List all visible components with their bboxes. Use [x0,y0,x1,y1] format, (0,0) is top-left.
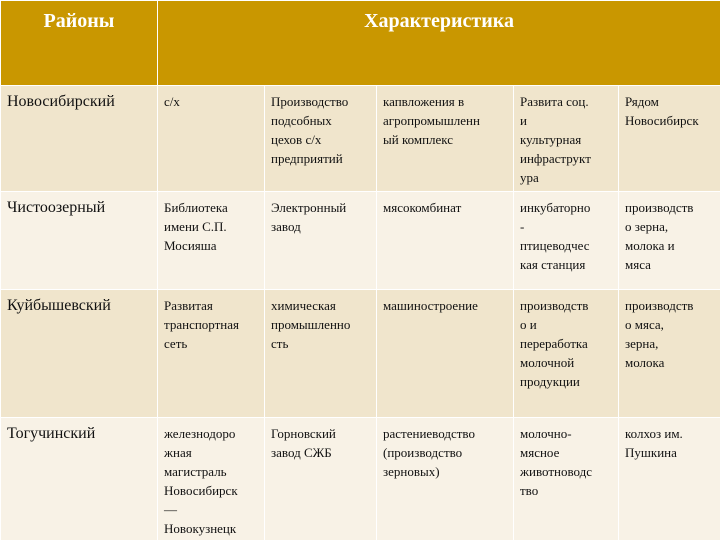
region-name: Куйбышевский [7,297,111,314]
table-cell: молочно- мясное животноводс тво [520,426,593,498]
table-cell: железнодоро жная магистраль Новосибирск — Новокузнецк [164,426,238,536]
table-row [1,192,720,290]
header-characteristics [158,1,720,86]
table-cell: Горновский завод СЖБ [271,426,336,460]
table-cell: Электронный завод [271,200,347,234]
region-name: Тогучинский [7,425,96,442]
region-name: Чистоозерный [7,199,106,216]
table-row [1,86,720,192]
table-cell: Развита соц. и культурная инфраструкт ура [520,94,591,185]
header-regions-label: Районы [43,10,115,32]
table-cell: мясокомбинат [383,200,462,215]
table-row [1,418,720,540]
region-name: Новосибирский [7,93,115,110]
table-cell: химическая промышленно сть [271,298,351,351]
table-cell: растениеводство (производство зерновых) [383,426,475,479]
table-cell: колхоз им. Пушкина [625,426,683,460]
table-cell: Рядом Новосибирск [625,94,699,128]
table-cell: Библиотека имени С.П. Мосияша [164,200,228,253]
region-cell [1,192,158,290]
table-cell: капвложения в агропромышленн ый комплекс [383,94,480,147]
table-cell: с/х [164,94,180,109]
region-cell [1,290,158,418]
table-row [1,290,720,418]
table-cell: инкубаторно - птицеводчес кая станция [520,200,591,272]
header-characteristics-label: Характеристика [364,10,514,32]
table-cell: Развитая транспортная сеть [164,298,240,351]
table-cell: машиностроение [383,298,478,313]
table-cell: производств о зерна, молока и мяса [625,200,694,272]
region-cell [1,418,158,540]
header-regions [1,1,158,86]
table-cell: производств о мяса, зерна, молока [625,298,694,370]
header-row [1,1,720,86]
table-cell: Производство подсобных цехов с/х предприятий [271,94,349,166]
region-cell [1,86,158,192]
table-cell: производств о и переработка молочной продукции [520,298,589,389]
